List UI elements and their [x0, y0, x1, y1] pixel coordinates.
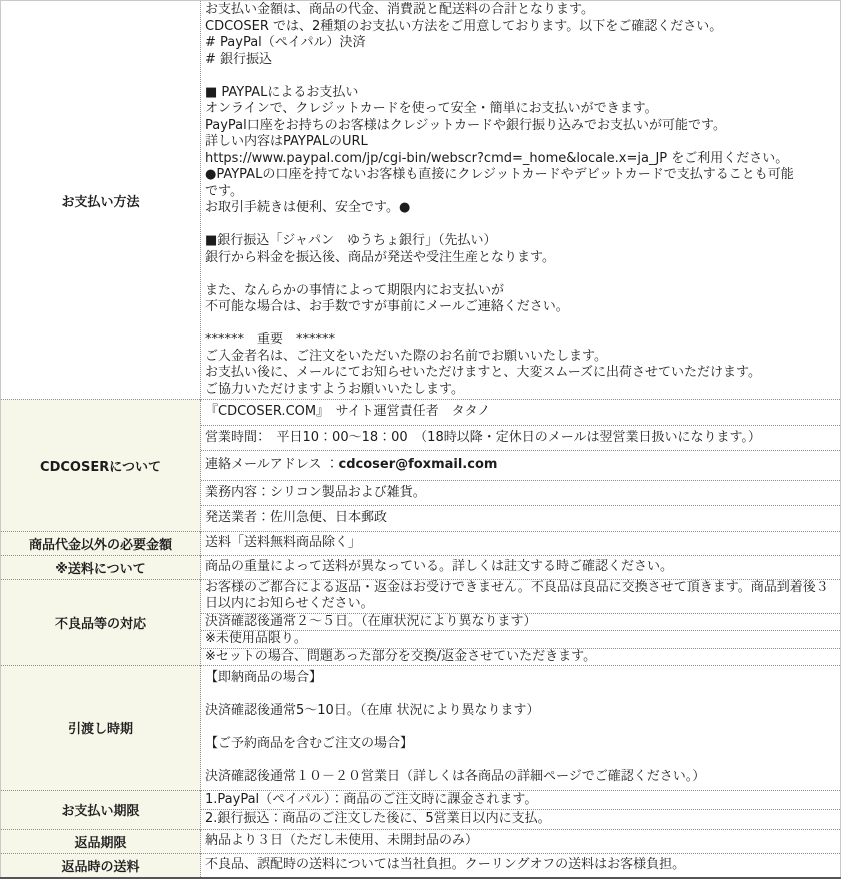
text-line: 1.PayPal（ペイパル）：商品のご注文時に課金されます。 [205, 791, 538, 807]
text-line: ■ PAYPALによるお支払い [205, 84, 359, 100]
table-row [1, 400, 841, 532]
text-line: https://www.paypal.com/jp/cgi-bin/webscr?cmd=_home&locale.x=ja_JP をご利用ください。 [205, 150, 789, 166]
content-subcell [201, 856, 840, 875]
row-content-about-cdcoser [201, 400, 841, 532]
row-content-return-shipping [201, 853, 841, 878]
content-subcell [201, 556, 840, 579]
text-line: 不可能な場合は、お手数ですが事前にメールご連絡ください。 [205, 299, 569, 314]
text-line: ご協力いただけますようお願いいたします。 [205, 381, 464, 397]
text-line: # PayPal（ペイパル）決済 [205, 35, 366, 50]
content-subcell [201, 480, 840, 506]
text-line: 決済確認後通常２～５日。（在庫状況により異なります） [205, 613, 537, 629]
row-header-return-deadline: 返品期限 [1, 829, 201, 853]
row-header-payment-method: お支払い方法 [1, 1, 201, 400]
content-subcell [201, 450, 840, 480]
content-subcell [201, 666, 840, 790]
content-subcell [201, 425, 840, 451]
text-line: お取引手続きは便利、安全です。● [205, 200, 411, 215]
table-row [1, 790, 841, 829]
row-header-about-cdcoser: CDCOSERについて [1, 400, 201, 532]
table-row [1, 666, 841, 791]
row-header-about-shipping: ※送料について [1, 555, 201, 579]
text-line: 決済確認後通常１０－２０営業日（詳しくは各商品の詳細ページでご確認ください。） [205, 769, 706, 784]
row-header-return-shipping: 返品時の送料 [1, 853, 201, 878]
table-row [1, 1, 841, 400]
text-line: 不良品、誤配時の送料については当社負担。クーリングオフの送料はお客様負担。 [205, 856, 686, 872]
text-line: お支払い後に、メールにてお知らせいただけますと、大変スムーズに出荷させていただけます。 [205, 365, 762, 380]
row-header-payment-deadline: お支払い期限 [1, 790, 201, 829]
text-line: ****** 重要 ****** [205, 332, 336, 347]
row-content-return-deadline [201, 829, 841, 853]
text-line [205, 316, 836, 333]
text-line: ご入金者名は、ご注文をいただいた際のお名前でお願いいたします。 [205, 348, 607, 364]
text-line: # 銀行振込 [205, 51, 273, 67]
email-address: cdcoser@foxmail.com [338, 457, 498, 472]
table-row [1, 829, 841, 853]
row-header-extra-fees: 商品代金以外の必要金額 [1, 531, 201, 555]
content-subcell [201, 630, 840, 648]
content-subcell [201, 791, 840, 810]
content-subcell [201, 1, 840, 399]
text-line: PayPal口座をお持ちのお客様はクレジットカードや銀行振り込みでお支払いが可能です。 [205, 117, 726, 133]
content-subcell [201, 809, 840, 829]
row-header-delivery-time: 引渡し時期 [1, 666, 201, 791]
text-line: ●PAYPALの口座を持てないお客様も直接にクレジットカードやデビットカードで支払することも可能 [205, 167, 794, 182]
text-line: 業務内容：シリコン製品および雑貨。 [205, 484, 426, 500]
text-line: ■銀行振込「ジャパン ゆうちょ銀行」（先払い） [205, 233, 497, 248]
text-line: 送料「送料無料商品除く」 [205, 534, 362, 550]
content-subcell [201, 532, 840, 555]
text-line: 銀行から料金を振込後、商品が発送や受注生産となります。 [205, 249, 555, 265]
text-line: ※セットの場合、問題あった部分を交換/返金させていただきます。 [205, 648, 597, 664]
row-header-defective-items: 不良品等の対応 [1, 579, 201, 666]
text-line: お客様のご都合による返品・返金はお受けできません。不良品は良品に交換させて頂きます。商品到着後３日以内にお知らせください。 [205, 579, 829, 611]
text-line: 『CDCOSER.COM』 サイト運営責任者 タタノ [205, 404, 491, 419]
text-line [205, 720, 836, 737]
text-line: 商品の重量によって送料が異なっている。詳しくは註文する時ご確認ください。 [205, 558, 674, 574]
row-content-extra-fees [201, 531, 841, 555]
row-content-payment-deadline [201, 790, 841, 829]
table-row [1, 853, 841, 878]
text-line [205, 266, 836, 283]
text-line: 【ご予約商品を含むご注文の場合】 [205, 736, 414, 751]
text-line: オンラインで、クレジットカードを使って安全・簡単にお支払いができます。 [205, 101, 658, 116]
content-subcell [201, 832, 840, 851]
info-table-body [1, 1, 841, 878]
text-line: 詳しい内容はPAYPALのURL [205, 134, 368, 149]
text-line [205, 753, 836, 770]
text-line [205, 687, 836, 704]
row-content-defective-items [201, 579, 841, 666]
content-subcell [201, 400, 840, 425]
row-content-about-shipping [201, 555, 841, 579]
content-subcell [201, 505, 840, 531]
text-line [205, 217, 836, 234]
table-row [1, 579, 841, 666]
text-label: 連絡メールアドレス ： [205, 457, 339, 472]
content-subcell [201, 613, 840, 631]
table-row [1, 555, 841, 579]
text-line: 【即納商品の場合】 [205, 670, 323, 685]
text-line [205, 68, 836, 85]
text-line: 発送業者：佐川急便、日本郵政 [205, 510, 388, 525]
text-line [205, 457, 836, 474]
text-line: ※未使用品限り。 [205, 631, 307, 646]
text-line: CDCOSER では、2種類のお支払い方法をご用意しております。以下をご確認ください。 [205, 18, 723, 34]
table-row [1, 531, 841, 555]
text-line: です。 [205, 183, 243, 199]
text-line: 決済確認後通常5～10日。（在庫 状況により異なります） [205, 703, 540, 718]
row-content-delivery-time [201, 666, 841, 791]
row-content-payment-method [201, 1, 841, 400]
content-subcell [201, 648, 840, 666]
content-subcell [201, 580, 840, 613]
text-line: また、なんらかの事情によって期限内にお支払いが [205, 282, 505, 298]
text-line: お支払い金額は、商品の代金、消費説と配送料の合計となります。 [205, 2, 594, 17]
text-line: 2.銀行振込：商品のご注文した後に、5営業日以内に支払。 [205, 811, 551, 826]
text-line: 営業時間： 平日10：00～18：00 （18時以降・定休日のメールは翌営業日扱いになります。） [205, 429, 761, 445]
text-line: 納品より３日（ただし未使用、未開封品のみ） [205, 832, 479, 848]
